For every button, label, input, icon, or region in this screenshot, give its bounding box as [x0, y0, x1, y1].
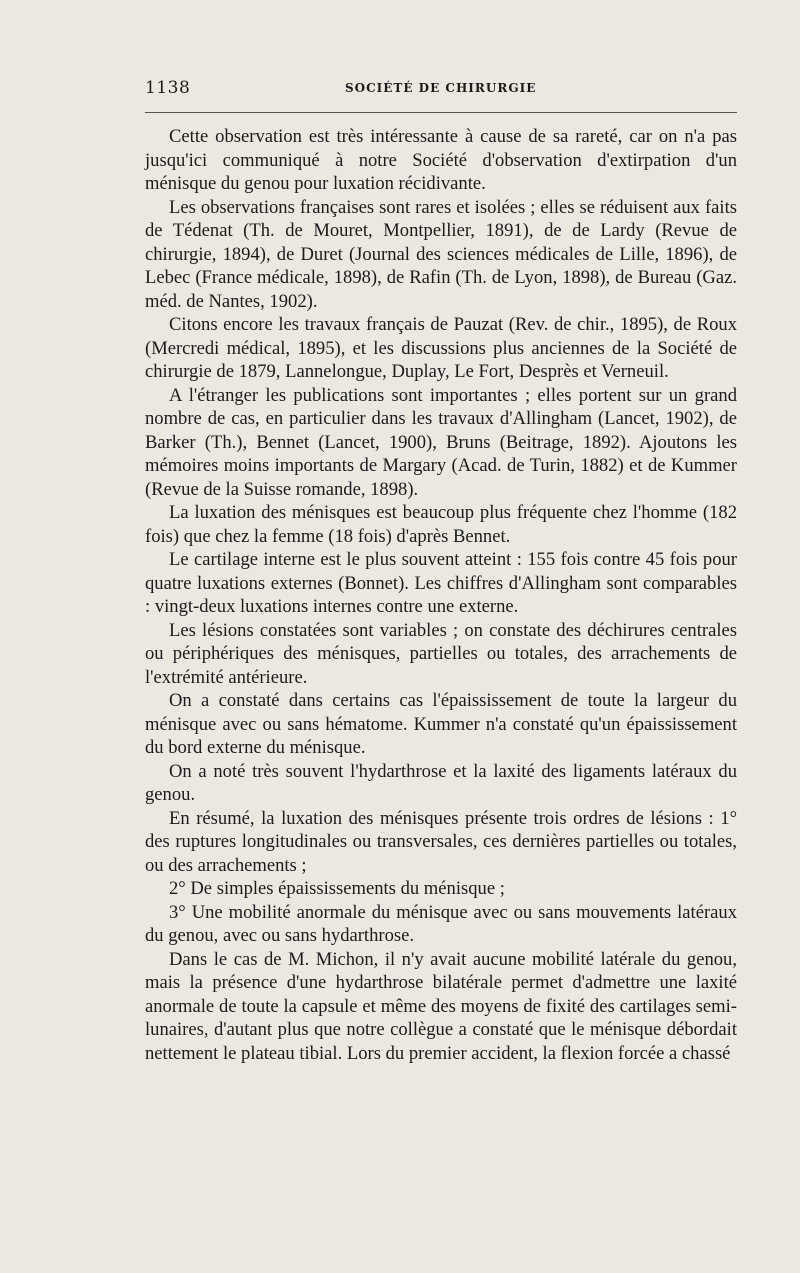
paragraph: 2° De simples épaississements du ménisque ;	[169, 878, 505, 899]
body-text	[145, 125, 737, 1065]
paragraph: Cette observation est très intéressante à cause de sa rareté, car on n'a pas jusqu'ici communiqué à notre Société d'observation d'extirpation d'un ménisque du genou pour luxation récidivante.	[145, 126, 737, 194]
paragraph: A l'étranger les publications sont importantes ; elles portent sur un grand nombre de cas, en particulier dans les travaux d'Allingham (Lancet, 1902), de Barker (Th.), Bennet (Lancet, 1900), Bruns (Beitrage, 1892). Ajoutons les mémoires moins importants de Margary (Acad. de Turin, 1882) et de Kummer (Revue de la Suisse romande, 1898).	[145, 384, 737, 500]
paragraph: Les observations françaises sont rares et isolées ; elles se réduisent aux faits de Tédenat (Th. de Mouret, Montpellier, 1891), de de Lardy (Revue de chirurgie, 1894), de Duret (Journal des sciences médicales de Lille, 1896), de Lebec (France médicale, 1898), de Rafin (Th. de Lyon, 1898), de Bureau (Gaz. méd. de Nantes, 1902).	[145, 196, 737, 312]
paragraph: Les lésions constatées sont variables ; on constate des déchirures centrales ou périphériques des ménisques, partielles ou totales, des arrachements de l'extrémité antérieure.	[145, 619, 737, 688]
header-rule	[145, 112, 737, 113]
paragraph: On a constaté dans certains cas l'épaississement de toute la largeur du ménisque avec ou sans hématome. Kummer n'a constaté qu'un épaississement du bord externe du ménisque.	[145, 690, 737, 758]
page-header	[145, 78, 737, 100]
running-head: SOCIÉTÉ DE CHIRURGIE	[345, 81, 537, 95]
paragraph: La luxation des ménisques est beaucoup plus fréquente chez l'homme (182 fois) que chez la femme (18 fois) d'après Bennet.	[145, 502, 737, 547]
paragraph: Dans le cas de M. Michon, il n'y avait aucune mobilité latérale du genou, mais la présence d'une hydarthrose bilatérale permet d'admettre une laxité anormale de toute la capsule et même des moyens de fixité des cartilages semi-lunaires, d'autant plus que notre collègue a constaté que le ménisque débordait nettement le plateau tibial. Lors du premier accident, la flexion forcée a chassé	[145, 948, 737, 1064]
paragraph: Citons encore les travaux français de Pauzat (Rev. de chir., 1895), de Roux (Mercredi médical, 1895), et les discussions plus anciennes de la Société de chirurgie de 1879, Lannelongue, Duplay, Le Fort, Desprès et Verneuil.	[145, 314, 737, 382]
paragraph: Le cartilage interne est le plus souvent atteint : 155 fois contre 45 fois pour quatre luxations externes (Bonnet). Les chiffres d'Allingham sont comparables : vingt-deux luxations internes contre une externe.	[145, 549, 737, 617]
page-number: 1138	[145, 78, 191, 98]
paragraph: En résumé, la luxation des ménisques présente trois ordres de lésions : 1° des ruptures longitudinales ou transversales, ces dernières partielles ou totales, ou des arrachements ;	[145, 807, 737, 876]
paragraph: 3° Une mobilité anormale du ménisque avec ou sans mouvements latéraux du genou, avec ou sans hydarthrose.	[145, 901, 737, 946]
paragraph: On a noté très souvent l'hydarthrose et la laxité des ligaments latéraux du genou.	[145, 760, 737, 805]
